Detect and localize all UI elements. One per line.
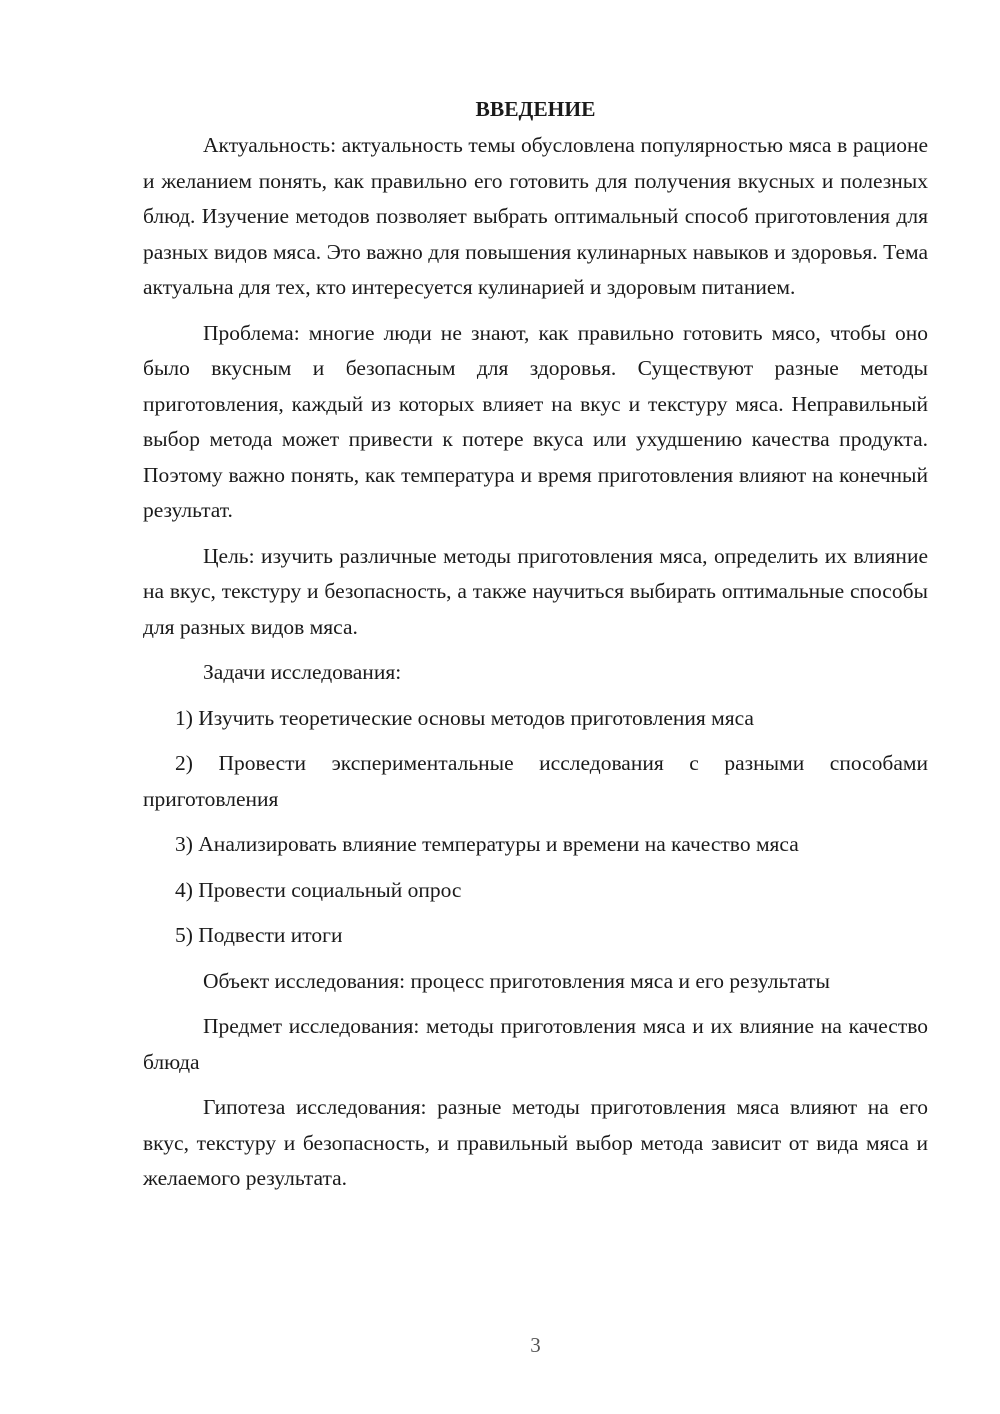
relevance-paragraph: Актуальность: актуальность темы обусловлена популярностью мяса в рационе и желанием понять, как правильно его готовить для получения вкусных и полезных блюд. Изучение методов позволяет выбрать оптимальный способ приготовления для разных видов мяса. Это важно для повышения кулинарных навыков и здоровья. Тема актуальна для тех, кто интересуется кулинарией и здоровым питанием. [143,133,928,299]
problem-paragraph: Проблема: многие люди не знают, как правильно готовить мясо, чтобы оно было вкусным и безопасным для здоровья. Существуют разные методы приготовления, каждый из которых влияет на вкус и текстуру мяса. Неправильный выбор метода может привести к потере вкуса или ухудшению качества продукта. Поэтому важно понять, как температура и время приготовления влияют на конечный результат. [143,320,928,522]
goal-paragraph: Цель: изучить различные методы приготовления мяса, определить их влияние на вкус, текстуру и безопасность, а также научиться выбирать оптимальные способы для разных видов мяса. [143,543,928,639]
page-title: ВВЕДЕНИЕ [475,97,596,121]
task-item-2: 2) Провести экспериментальные исследования с разными способами приготовления [143,751,928,811]
task-item-3: 3) Анализировать влияние температуры и времени на качество мяса [175,832,799,856]
subject-paragraph: Предмет исследования: методы приготовления мяса и их влияние на качество блюда [143,1014,928,1074]
document-page [143,92,928,1197]
object-paragraph: Объект исследования: процесс приготовления мяса и его результаты [203,968,830,993]
hypothesis-paragraph: Гипотеза исследования: разные методы приготовления мяса влияют на его вкус, текстуру и безопасность, и правильный выбор метода зависит от вида мяса и желаемого результата. [143,1095,928,1190]
page-number: 3 [530,1333,541,1357]
tasks-heading: Задачи исследования: [203,660,402,684]
task-item-5: 5) Подвести итоги [175,923,343,947]
task-item-1: 1) Изучить теоретические основы методов приготовления мяса [175,705,754,730]
task-item-4: 4) Провести социальный опрос [175,877,462,902]
